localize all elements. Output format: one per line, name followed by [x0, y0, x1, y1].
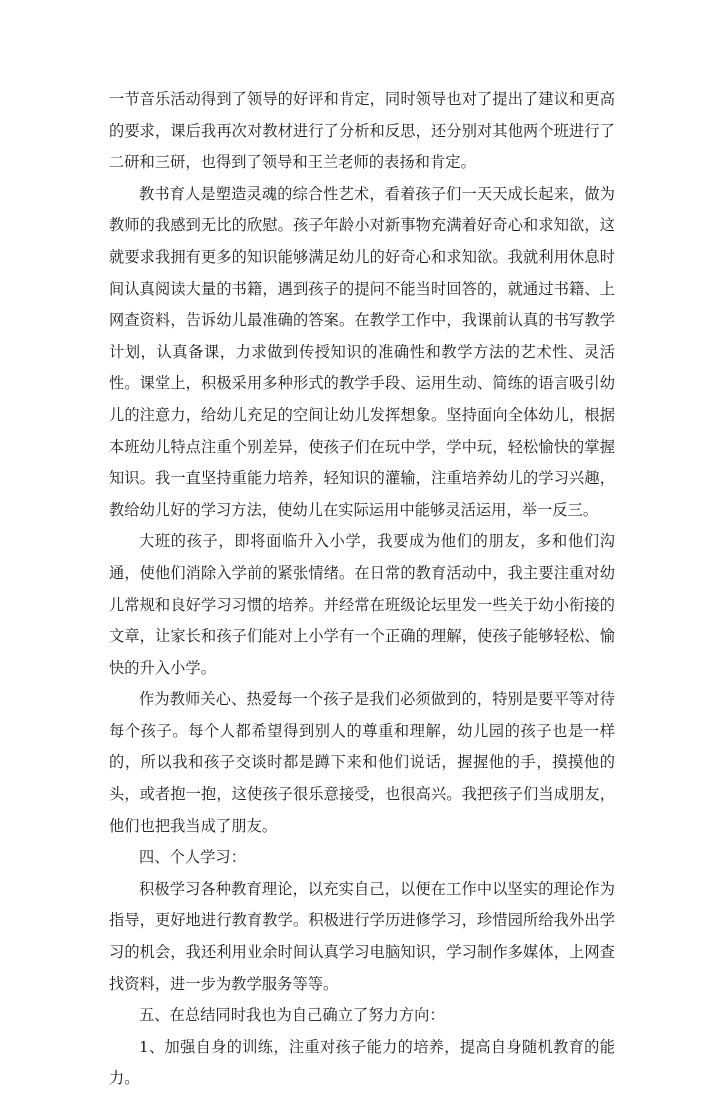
- paragraph-music-activity: 一节音乐活动得到了领导的好评和肯定，同时领导也对了提出了建议和更高的要求，课后我再次对教材进行了分析和反思，还分别对其他两个班进行了二研和三研，也得到了领导和王兰老师的表扬和肯定。: [109, 90, 615, 172]
- paragraph-teaching-art: 教书育人是塑造灵魂的综合性艺术，看着孩子们一天天成长起来，做为教师的我感到无比的欣慰。孩子年龄小对新事物充满着好奇心和求知欲，这就要求我拥有更多的知识能够满足幼儿的好奇心和求知欲。我就利用休息时间认真阅读大量的书籍，遇到孩子的提问不能当时回答的，就通过书籍、上网查资料，告诉幼儿最准确的答案。在教学工作中，我课前认真的书写教学计划，认真备课，力求做到传授知识的准确性和教学方法的艺术性、灵活性。课堂上，积极采用多种形式的教学手段、运用生动、简练的语言吸引幼儿的注意力，给幼儿充足的空间让幼儿发挥想象。坚持面向全体幼儿，根据本班幼儿特点注重个别差异，使孩子们在玩中学，学中玩，轻松愉快的掌握知识。我一直坚持重能力培养，轻知识的灌输，注重培养幼儿的学习兴趣，教给幼儿好的学习方法，使幼儿在实际运用中能够灵活运用，举一反三。: [109, 184, 615, 519]
- section-heading-direction: 五、在总结同时我也为自己确立了努力方向：: [139, 1006, 445, 1025]
- document-page: [109, 84, 615, 1095]
- paragraph-senior-class: 大班的孩子，即将面临升入小学，我要成为他们的朋友，多和他们沟通，使他们消除入学前的紧张情绪。在日常的教育活动中，我主要注重对幼儿常规和良好学习习惯的培养。并经常在班级论坛里发一些关于幼小衔接的文章，让家长和孩子们能对上小学有一个正确的理解，使孩子能够轻松、愉快的升入小学。: [109, 532, 615, 677]
- paragraph-care-for-children: 作为教师关心、热爱每一个孩子是我们必须做到的，特别是要平等对待每个孩子。每个人都希望得到别人的尊重和理解，幼儿园的孩子也是一样的，所以我和孩子交谈时都是蹲下来和他们说话，握握他的手，摸摸他的头，或者抱一抱，这使孩子很乐意接受，也很高兴。我把孩子们当成朋友，他们也把我当成了朋友。: [109, 690, 615, 835]
- section-heading-personal-study: 四、个人学习：: [139, 848, 247, 867]
- paragraph-personal-study: 积极学习各种教育理论，以充实自己，以便在工作中以坚实的理论作为指导，更好地进行教育教学。积极进行学历进修学习，珍惜园所给我外出学习的机会，我还利用业余时间认真学习电脑知识，学习制作多媒体，上网查找资料，进一步为教学服务等等。: [109, 879, 615, 993]
- list-item-1: 1、加强自身的训练，注重对孩子能力的培养，提高自身随机教育的能力。: [109, 1037, 615, 1088]
